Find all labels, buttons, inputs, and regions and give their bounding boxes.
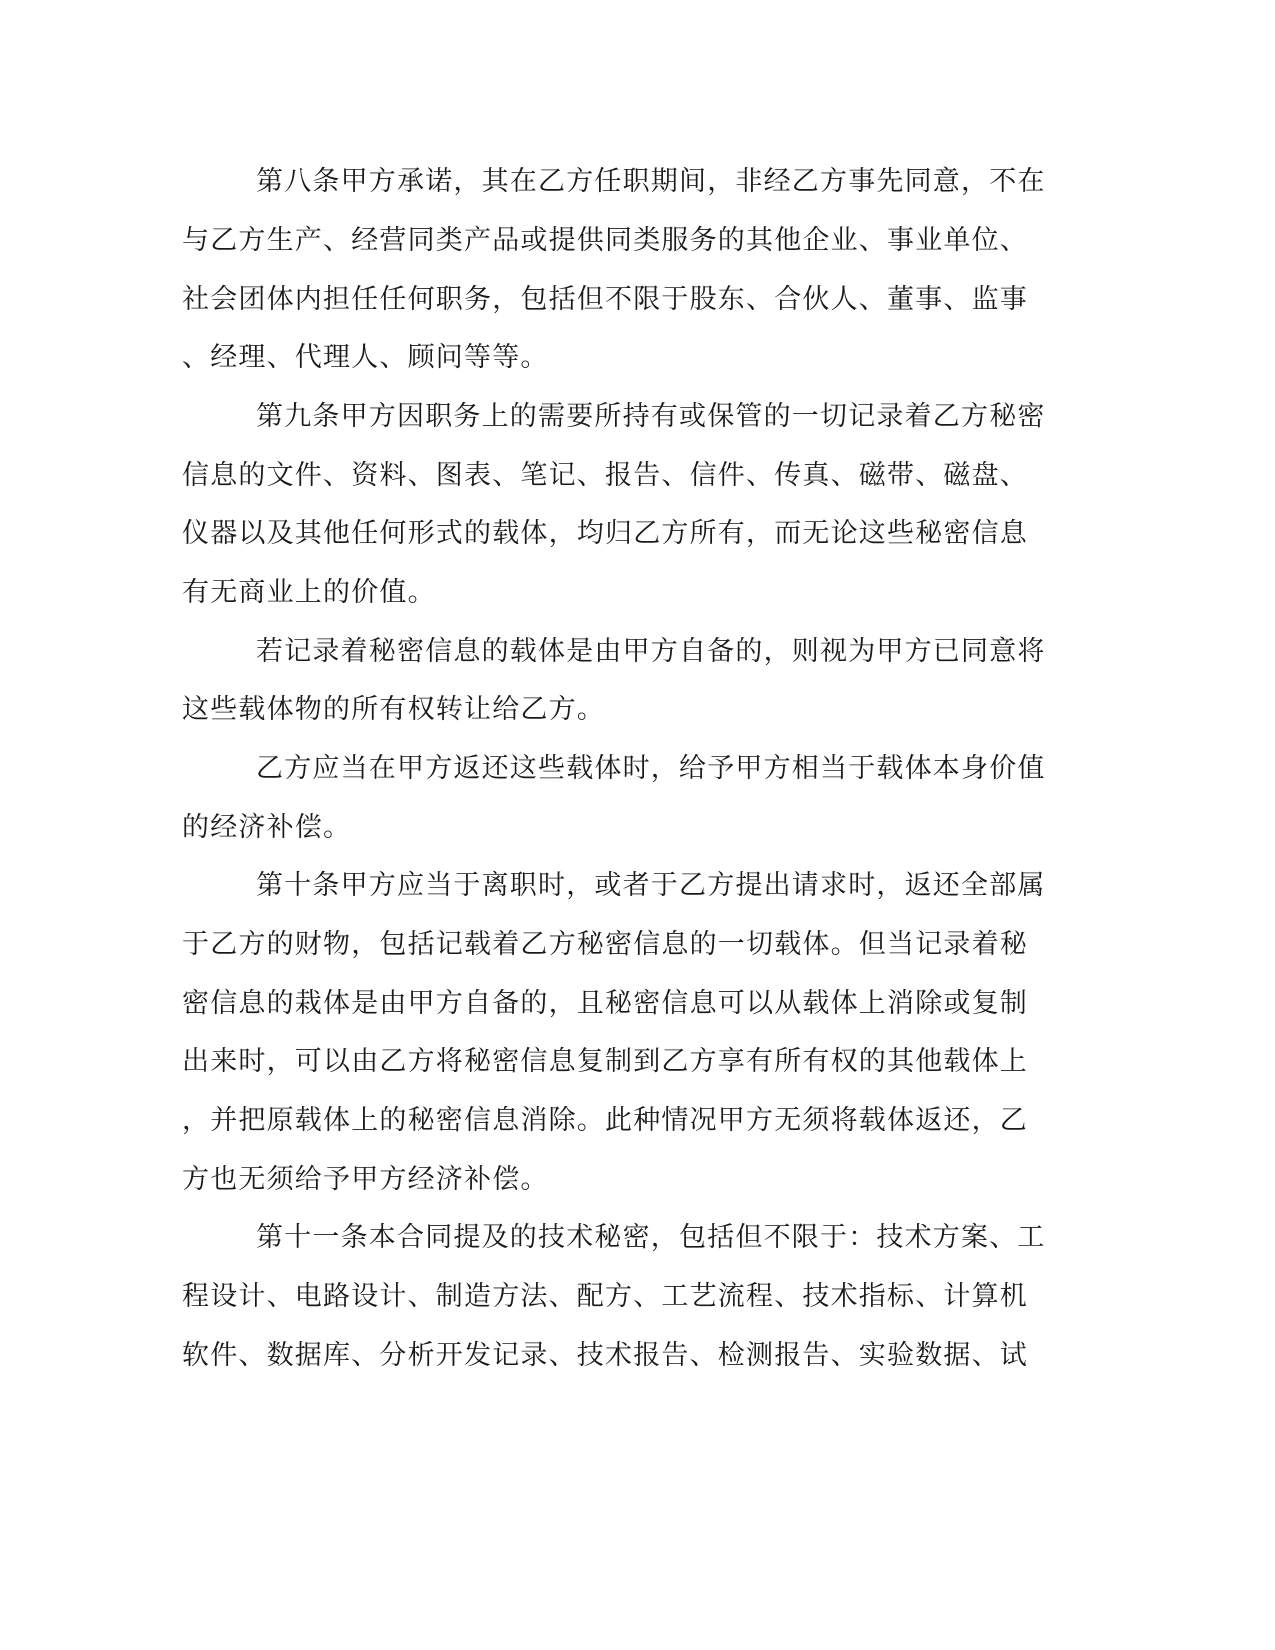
text-line: 有无商业上的价值。 — [182, 577, 436, 608]
text-line: 软件、数据库、分析开发记录、技术报告、检测报告、实验数据、试 — [182, 1340, 1028, 1371]
text-line: 仪器以及其他任何形式的载体，均归乙方所有，而无论这些秘密信息 — [182, 518, 1028, 549]
text-line: 于乙方的财物，包括记载着乙方秘密信息的一切载体。但当记录着秘 — [182, 929, 1028, 960]
text-line: 密信息的栽体是由甲方自备的，且秘密信息可以从载体上消除或复制 — [182, 988, 1028, 1019]
text-line: 的经济补偿。 — [182, 812, 352, 843]
text-line: 方也无须给予甲方经济补偿。 — [182, 1164, 549, 1195]
text-line: 与乙方生产、经营同类产品或提供同类服务的其他企业、事业单位、 — [182, 225, 1028, 256]
text-line: 第八条甲方承诺，其在乙方任职期间，非经乙方事先同意，不在 — [256, 166, 1046, 197]
text-line: 第十条甲方应当于离职时，或者于乙方提出请求时，返还全部属 — [256, 870, 1046, 901]
text-line: 这些载体物的所有权转让给乙方。 — [182, 694, 605, 725]
text-line: 社会团体内担任任何职务，包括但不限于股东、合伙人、董事、监事 — [182, 284, 1028, 315]
text-line: 若记录着秘密信息的载体是由甲方自备的，则视为甲方已同意将 — [256, 636, 1046, 667]
text-line: 出来时，可以由乙方将秘密信息复制到乙方享有所有权的其他载体上 — [182, 1046, 1028, 1077]
text-line: 第十一条本合同提及的技术秘密，包括但不限于：技术方案、工 — [256, 1222, 1046, 1253]
text-line: 信息的文件、资料、图表、笔记、报告、信件、传真、磁带、磁盘、 — [182, 460, 1028, 491]
text-line: ，并把原载体上的秘密信息消除。此种情况甲方无须将载体返还，乙 — [182, 1105, 1028, 1136]
text-line: 、经理、代理人、顾问等等。 — [182, 342, 549, 373]
text-line: 程设计、电路设计、制造方法、配方、工艺流程、技术指标、计算机 — [182, 1281, 1028, 1312]
text-line: 第九条甲方因职务上的需要所持有或保管的一切记录着乙方秘密 — [256, 401, 1046, 432]
text-line: 乙方应当在甲方返还这些载体时，给予甲方相当于载体本身价值 — [256, 753, 1046, 784]
